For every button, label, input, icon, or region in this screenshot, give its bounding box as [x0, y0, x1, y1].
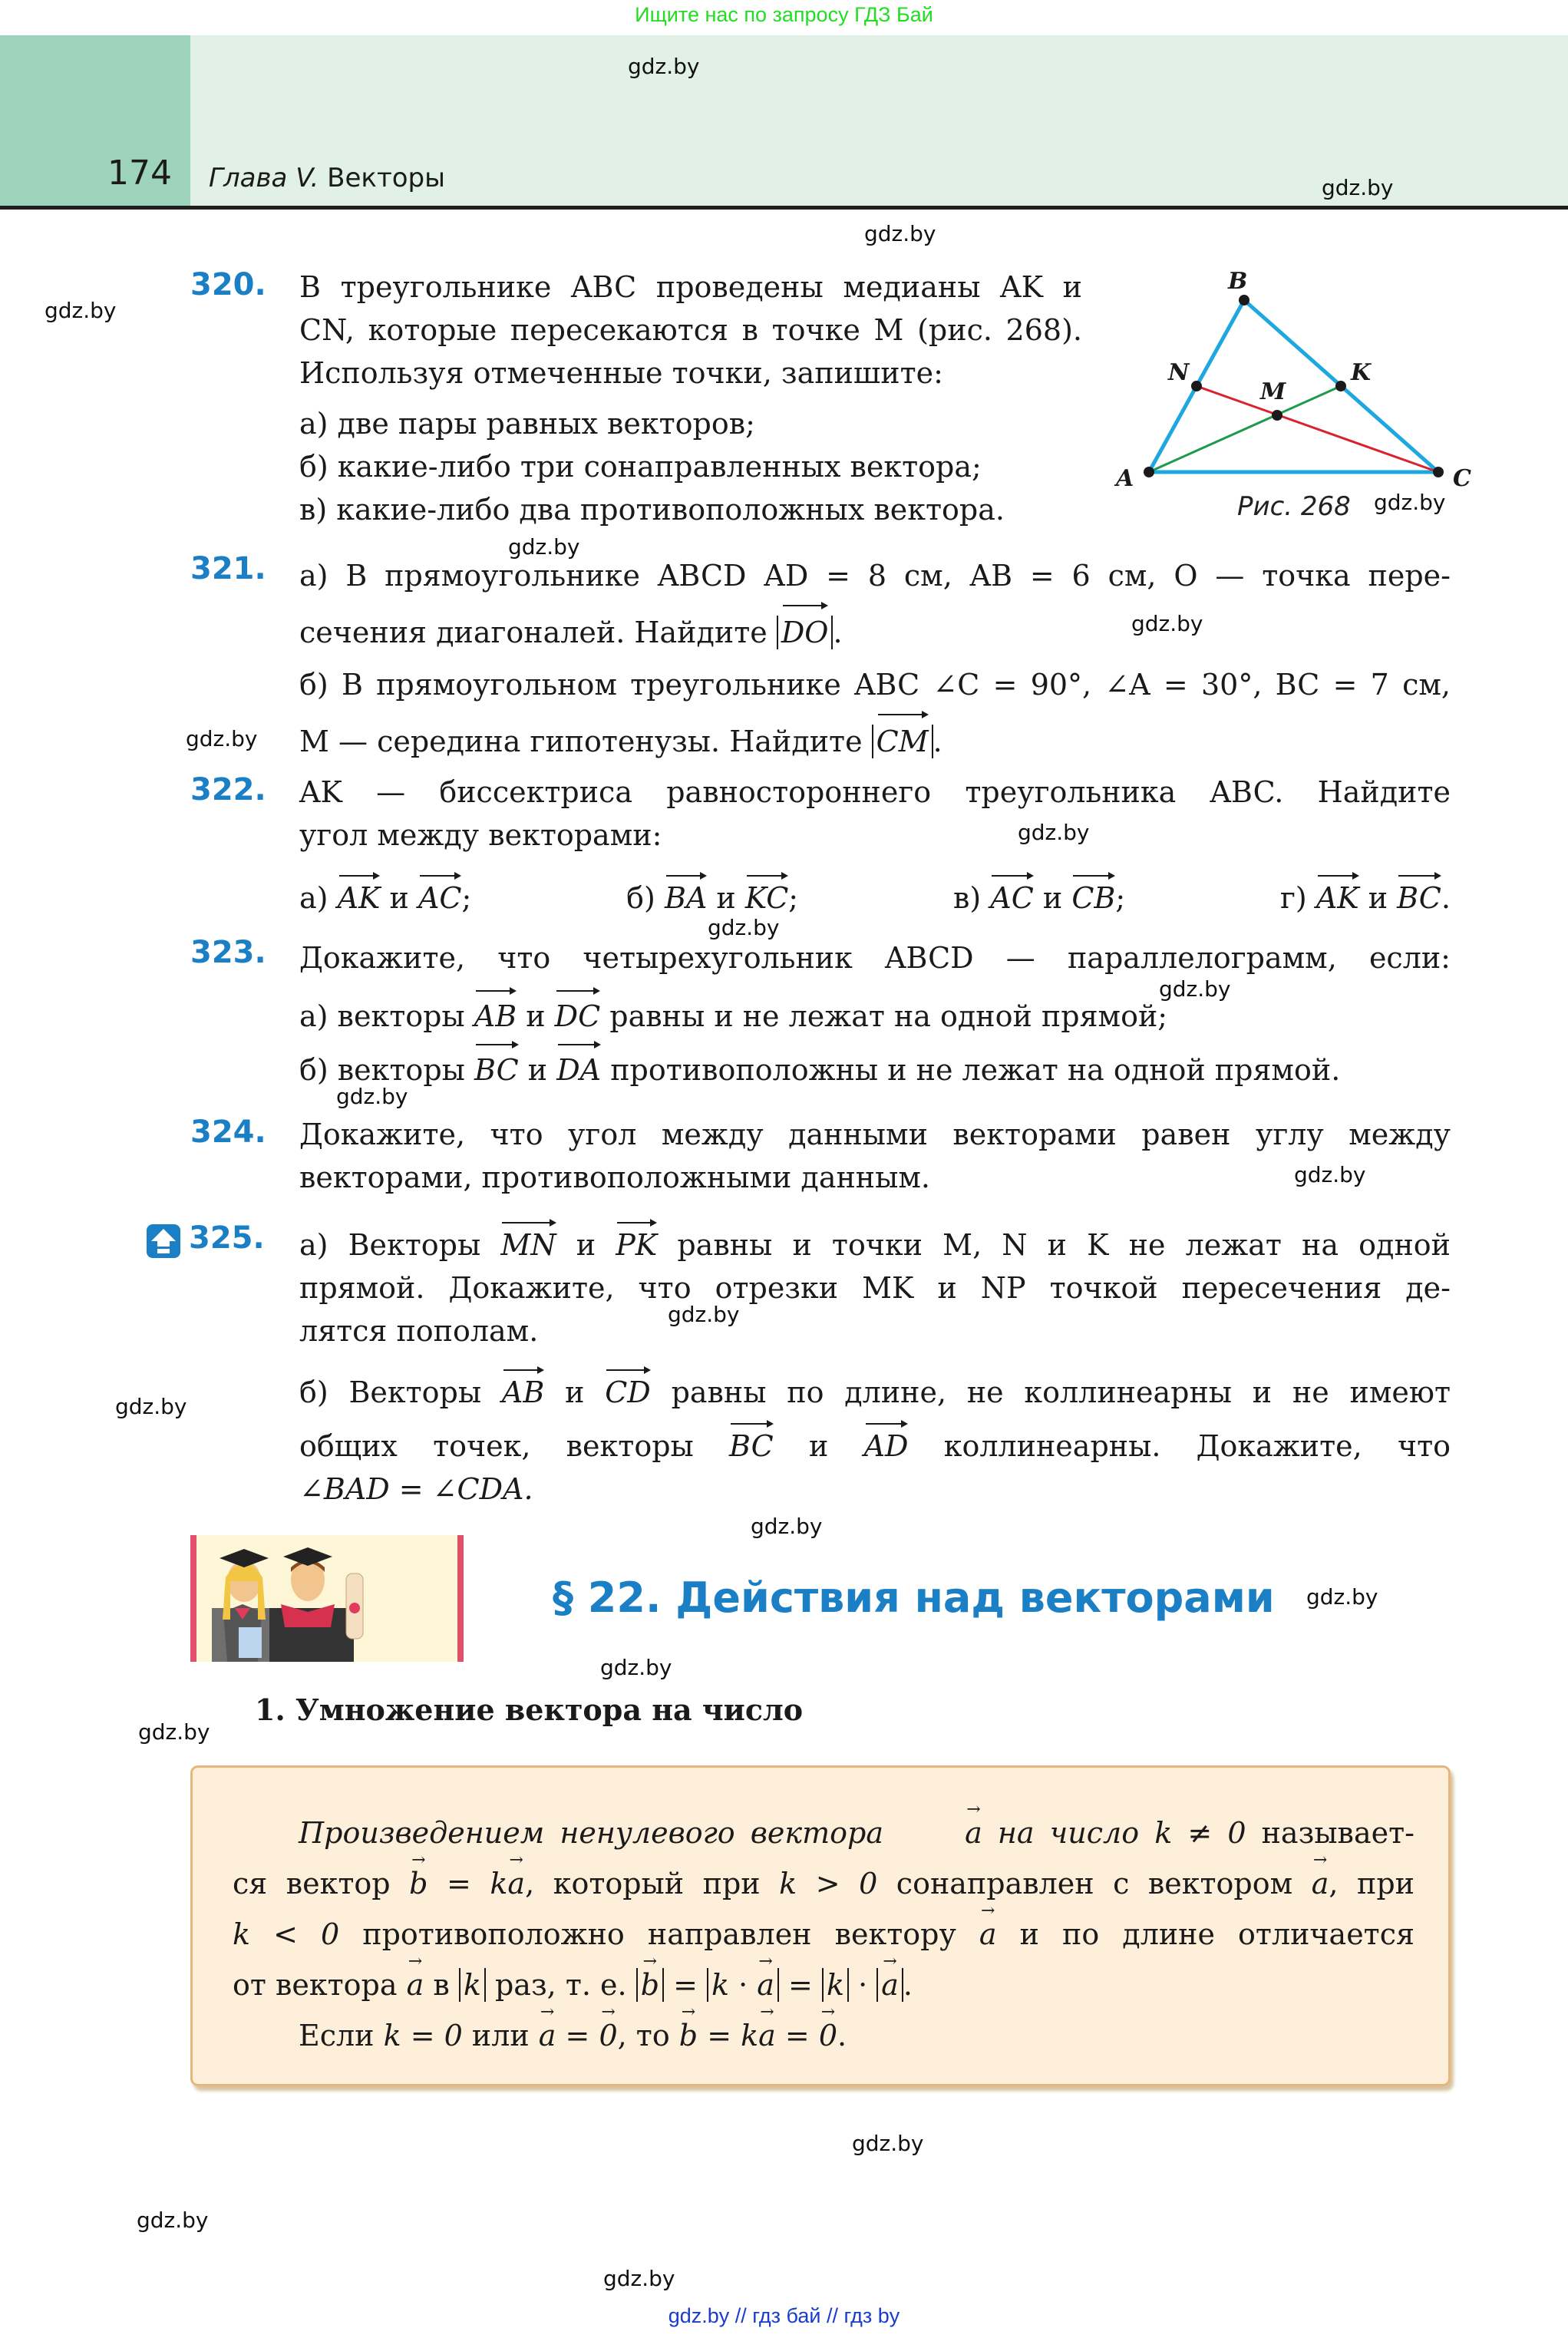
- text: сечения диагоналей. Найдите: [299, 616, 767, 649]
- watermark: gdz.by: [852, 2131, 924, 2156]
- svg-text:M: M: [1260, 378, 1286, 405]
- problem-number: 324.: [190, 1115, 266, 1150]
- definition-text: [233, 1808, 1415, 2061]
- option: г) AK и BC.: [1280, 872, 1451, 920]
- watermark: gdz.by: [864, 221, 936, 246]
- text-line: сечения диагоналей. Найдите DO .: [299, 602, 1451, 659]
- problem-321-text: [299, 550, 1451, 768]
- watermark: gdz.by: [628, 54, 700, 79]
- watermark: gdz.by: [1018, 820, 1090, 845]
- vector-magnitude: [777, 616, 834, 649]
- problem-324-text: [299, 1113, 1451, 1199]
- text-line: б) В прямоугольном треугольнике ABC ∠C = 90°, ∠A = 30°, BC = 7 см,: [299, 668, 1451, 702]
- svg-text:A: A: [1116, 465, 1134, 492]
- vector-magnitude: [872, 725, 933, 758]
- watermark: gdz.by: [336, 1084, 408, 1109]
- footer-links[interactable]: gdz.by // гдз бай // гдз by: [668, 2304, 900, 2327]
- svg-text:K: K: [1351, 359, 1372, 386]
- watermark: gdz.by: [668, 1302, 740, 1327]
- text-line: прямой. Докажите, что отрезки MK и NP точкой пересечения де-: [299, 1271, 1451, 1305]
- list-item: в) какие-либо два противоположных вектора.: [299, 493, 1005, 527]
- text-line: AK — биссектриса равностороннего треугольника ABC. Найдите: [299, 775, 1451, 809]
- subheading: 1. Умножение вектора на число: [255, 1692, 804, 1727]
- text-line: Если k = 0 или a → = 0 →, то b → = ka → = 0 →.: [233, 2010, 1415, 2061]
- text-line: от вектора a → в k раз, т. е. b → = k · a → = k · a → .: [233, 1960, 1415, 2010]
- text: M — середина гипотенузы. Найдите: [299, 725, 863, 758]
- page-number: 174: [107, 154, 172, 193]
- watermark: gdz.by: [600, 1655, 672, 1680]
- svg-text:C: C: [1453, 465, 1471, 492]
- watermark: gdz.by: [603, 2266, 675, 2291]
- chapter-name: Векторы: [327, 163, 445, 193]
- watermark: gdz.by: [138, 1719, 210, 1745]
- text-line: В треугольнике ABC проведены медианы AK и: [299, 270, 1082, 304]
- watermark: gdz.by: [186, 726, 258, 751]
- watermark: gdz.by: [508, 534, 580, 560]
- watermark: gdz.by: [115, 1394, 187, 1419]
- watermark: gdz.by: [1306, 1584, 1378, 1610]
- option: б) BA и KC;: [626, 872, 798, 920]
- text-line: б) Векторы AB и CD равны по длине, не коллинеарны и не имеют: [299, 1366, 1451, 1414]
- upgrade-house-icon: [146, 1223, 181, 1259]
- text-line: Докажите, что четырехугольник ABCD — параллелограмм, если:: [299, 941, 1451, 975]
- text-line: Докажите, что угол между данными векторами равен углу между: [299, 1118, 1451, 1151]
- text-line: векторами, противоположными данным.: [299, 1161, 931, 1194]
- top-banner[interactable]: Ищите нас по запросу ГДЗ Бай: [635, 3, 933, 26]
- graduates-illustration: [190, 1535, 464, 1662]
- text-line: б) векторы BC и DA противоположны и не лежат на одной прямой.: [299, 1041, 1451, 1095]
- problem-323-text: [299, 933, 1451, 1095]
- vector: DO: [781, 602, 829, 659]
- watermark: gdz.by: [45, 298, 117, 323]
- problem-320-text: [299, 266, 1082, 531]
- text-line: Используя отмеченные точки, запишите:: [299, 356, 943, 390]
- watermark: gdz.by: [1131, 611, 1203, 636]
- watermark: gdz.by: [1159, 976, 1231, 1002]
- watermark: gdz.by: [1374, 490, 1446, 515]
- text-line: а) В прямоугольнике ABCD AD = 8 см, AB = 6 см, O — точка пере-: [299, 559, 1451, 593]
- text-line: M — середина гипотенузы. Найдите CM .: [299, 711, 1451, 768]
- header-rule: [0, 206, 1568, 210]
- svg-text:B: B: [1228, 268, 1248, 295]
- problem-number: 323.: [190, 935, 266, 970]
- problem-number: 321.: [190, 551, 266, 586]
- text-line: k < 0 противоположно направлен вектору a → и по длине отличается: [233, 1909, 1415, 1960]
- text-line: общих точек, векторы BC и AD коллинеарны. Докажите, что: [299, 1420, 1451, 1468]
- chapter-title: [209, 163, 445, 193]
- text-line: Произведением ненулевого вектора a → на число k ≠ 0 называет-: [233, 1808, 1415, 1858]
- text-line: лятся пополам.: [299, 1314, 539, 1348]
- watermark: gdz.by: [751, 1514, 823, 1539]
- chapter-prefix: Глава V.: [209, 163, 319, 193]
- text-line: а) векторы AB и DC равны и не лежат на одной прямой;: [299, 987, 1451, 1041]
- figure-caption: Рис. 268: [1237, 491, 1351, 522]
- watermark: gdz.by: [708, 915, 780, 940]
- vector: CM: [876, 711, 929, 768]
- problem-325-text: [299, 1219, 1451, 1511]
- svg-text:N: N: [1168, 359, 1190, 386]
- option: а) AK и AC;: [299, 872, 471, 920]
- list-item: а) две пары равных векторов;: [299, 407, 755, 441]
- watermark: gdz.by: [1294, 1162, 1366, 1187]
- text-line: CN, которые пересекаются в точке M (рис. 268).: [299, 313, 1082, 347]
- list-item: б) какие-либо три сонаправленных вектора;: [299, 450, 982, 484]
- text-line: ∠BAD = ∠CDA.: [299, 1472, 533, 1506]
- text-line: ся вектор b → = ka →, который при k > 0 сонаправлен с вектором a →, при: [233, 1858, 1415, 1909]
- watermark: gdz.by: [137, 2208, 209, 2233]
- section-title: § 22. Действия над векторами: [553, 1574, 1275, 1622]
- problem-322-text: [299, 771, 1451, 920]
- text-line: а) Векторы MN и PK равны и точки M, N и K не лежат на одной: [299, 1219, 1451, 1266]
- problem-number: 325.: [189, 1220, 265, 1256]
- problem-number: 320.: [190, 267, 266, 302]
- options-row: [299, 872, 1451, 920]
- graduates-icon: [196, 1535, 457, 1662]
- watermark: gdz.by: [1322, 175, 1394, 200]
- text-line: угол между векторами:: [299, 818, 662, 852]
- definition-box: [190, 1765, 1451, 2086]
- option: в) AC и CB;: [953, 872, 1125, 920]
- problem-number: 322.: [190, 772, 266, 807]
